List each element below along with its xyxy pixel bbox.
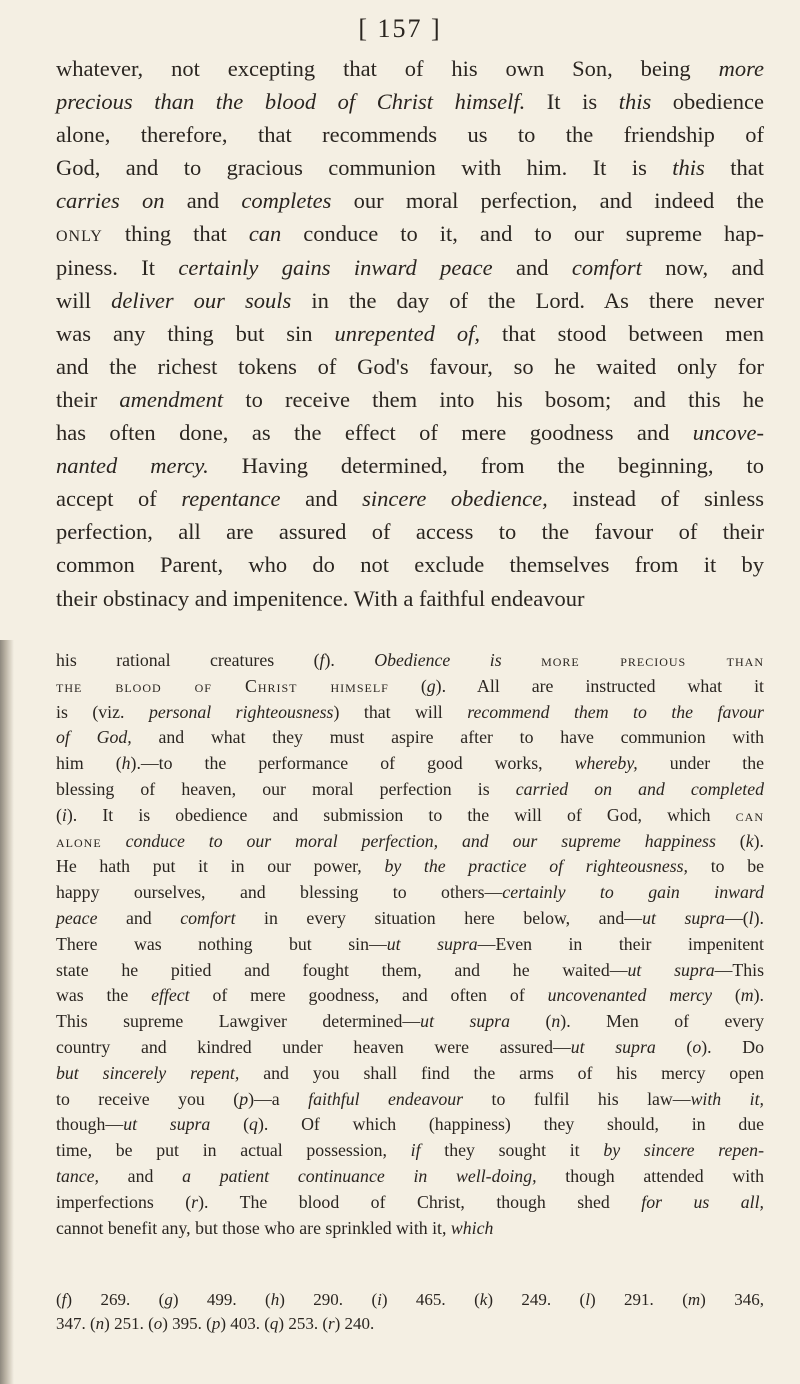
- text-line: but sincerely repent, and you shall find the arms of his mercy open: [56, 1062, 764, 1083]
- text-line: country and kindred under heaven were assured—ut supra (o). Do: [56, 1036, 765, 1057]
- quoted-paragraph: [56, 648, 764, 1241]
- text-line: cannot benefit any, but those who are sprinkled with it, which: [56, 1217, 494, 1238]
- text-line: was the effect of mere goodness, and often of uncovenanted mercy (m).: [56, 985, 764, 1006]
- page-number: [ 157 ]: [358, 14, 442, 43]
- text-line: his rational creatures (f). Obedience is more precious than: [56, 650, 765, 670]
- text-line: nanted mercy. Having determined, from the beginning, to: [56, 453, 764, 479]
- text-line: was any thing but sin unrepented of, that stood between men: [56, 320, 764, 346]
- text-line: tance, and a patient continuance in well-doing, though attended with: [56, 1165, 764, 1186]
- text-line: has often done, as the effect of mere goodness and uncove-: [56, 420, 764, 446]
- text-line: to receive you (p)—a faithful endeavour to fulfil his law—with it,: [56, 1088, 764, 1109]
- text-line: carries on and completes our moral perfection, and indeed the: [56, 188, 764, 214]
- text-line: their amendment to receive them into his bosom; and this he: [56, 386, 764, 412]
- text-line: only thing that can conduce to it, and to our supreme hap-: [56, 221, 764, 247]
- text-line: the blood of Christ himself (g). All are instructed what it: [56, 675, 764, 696]
- text-line: This supreme Lawgiver determined—ut supra (n). Men of every: [56, 1011, 764, 1032]
- text-line: He hath put it in our power, by the practice of righteousness, to be: [56, 856, 764, 877]
- footnotes: [56, 1288, 764, 1336]
- text-line: their obstinacy and impenitence. With a faithful endeavour: [56, 585, 585, 611]
- text-line: of God, and what they must aspire after to have communion with: [56, 727, 764, 748]
- text-line: There was nothing but sin—ut supra—Even in their impenitent: [56, 933, 764, 954]
- text-line: and the richest tokens of God's favour, so he waited only for: [56, 353, 764, 379]
- text-line: piness. It certainly gains inward peace and comfort now, and: [56, 254, 764, 280]
- text-line: is (viz. personal righteousness) that will recommend them to the favour: [56, 701, 764, 722]
- main-paragraph: [56, 52, 764, 615]
- text-line: 347. (n) 251. (o) 395. (p) 403. (q) 253. (r) 240.: [56, 1314, 375, 1333]
- text-line: accept of repentance and sincere obedience, instead of sinless: [56, 486, 764, 512]
- text-line: precious than the blood of Christ himself. It is this obedience: [56, 89, 764, 115]
- text-line: him (h).—to the performance of good works, whereby, under the: [56, 753, 764, 774]
- binding-shadow: [0, 640, 14, 1384]
- text-line: state he pitied and fought them, and he waited—ut supra—This: [56, 959, 765, 980]
- text-line: happy ourselves, and blessing to others—certainly to gain inward: [56, 882, 764, 903]
- text-line: alone conduce to our moral perfection, and our supreme happiness (k).: [56, 830, 765, 851]
- text-line: (i). It is obedience and submission to the will of God, which can: [56, 804, 764, 825]
- text-line: (f) 269. (g) 499. (h) 290. (i) 465. (k) 249. (l) 291. (m) 346,: [56, 1290, 764, 1309]
- text-line: time, be put in actual possession, if they sought it by sincere repen-: [56, 1140, 764, 1161]
- text-line: though—ut supra (q). Of which (happiness) they should, in due: [56, 1114, 764, 1135]
- text-line: imperfections (r). The blood of Christ, though shed for us all,: [56, 1191, 764, 1212]
- text-line: alone, therefore, that recommends us to the friendship of: [56, 122, 764, 148]
- text-line: peace and comfort in every situation here below, and—ut supra—(l).: [56, 907, 764, 928]
- text-line: God, and to gracious communion with him. It is this that: [56, 155, 764, 181]
- text-line: whatever, not excepting that of his own Son, being more: [56, 56, 764, 81]
- text-line: blessing of heaven, our moral perfection is carried on and completed: [56, 778, 764, 799]
- text-line: will deliver our souls in the day of the Lord. As there never: [56, 287, 764, 313]
- text-line: common Parent, who do not exclude themselves from it by: [56, 552, 764, 578]
- text-line: perfection, all are assured of access to the favour of their: [56, 519, 764, 545]
